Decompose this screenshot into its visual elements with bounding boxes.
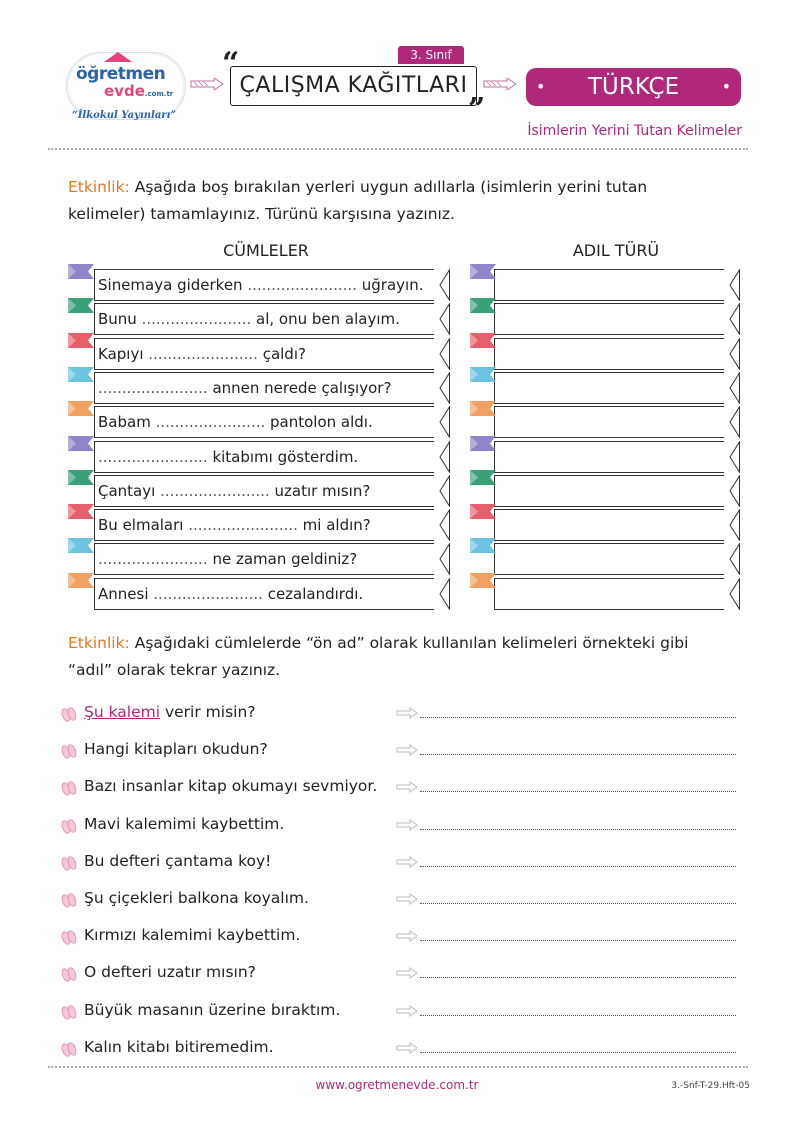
pennant-flag-icon [68, 367, 94, 382]
pennant-flag-icon [470, 538, 496, 553]
footer-url[interactable]: www.ogretmenevde.com.tr [315, 1078, 479, 1092]
pink-slippers-icon [60, 779, 78, 797]
pennant-flag-icon [68, 436, 94, 451]
ribbon-notch-icon [434, 406, 450, 438]
ribbon-notch-icon [434, 578, 450, 610]
house-roof-icon [104, 52, 132, 62]
divider [48, 1066, 748, 1068]
blank-dots[interactable]: ....................... [98, 550, 208, 569]
answer-cell[interactable] [494, 303, 740, 335]
sentence-row [0, 268, 794, 301]
logo-domain: .com.tr [144, 90, 174, 98]
activity-label: Etkinlik: [68, 634, 130, 652]
sentence-after: uzatır mısın? [269, 481, 371, 500]
exercise-item [60, 852, 740, 876]
subject-label: TÜRKÇE [587, 74, 680, 100]
exercise-item [60, 963, 740, 987]
ribbon-notch-icon [724, 509, 740, 541]
answer-cell[interactable] [494, 338, 740, 370]
exercise-item [60, 740, 740, 764]
sentence-after: pantolon aldı. [265, 413, 373, 432]
answer-line[interactable] [420, 866, 736, 867]
ribbon-notch-icon [724, 441, 740, 473]
pennant-flag-icon [68, 504, 94, 519]
logo-tagline: “İlkokul Yayınları” [72, 110, 177, 121]
arrow-right-icon [483, 78, 517, 90]
pink-slippers-icon [60, 891, 78, 909]
pennant-flag-icon [68, 298, 94, 313]
blank-dots[interactable]: ....................... [242, 276, 357, 294]
sentence-after: annen nerede çalışıyor? [207, 378, 392, 397]
exercise-item [60, 1001, 740, 1025]
ribbon-notch-icon [434, 475, 450, 507]
answer-line[interactable] [420, 1052, 736, 1053]
sentence-text: Kalın kitabı bitiremedim. [84, 1037, 274, 1056]
sentence-text [98, 270, 423, 300]
answer-cell[interactable] [494, 578, 740, 610]
answer-line[interactable] [420, 717, 736, 718]
sentence-text: Büyük masanın üzerine bıraktım. [84, 1000, 341, 1019]
sentence-text: Şu çiçekleri balkona koyalım. [84, 889, 309, 907]
pink-slippers-icon [60, 817, 78, 835]
sentence-after: mi aldın? [297, 516, 371, 535]
arrow-right-icon [190, 78, 224, 90]
answer-cell[interactable] [494, 269, 740, 301]
blank-dots[interactable]: ....................... [143, 344, 258, 363]
ribbon-notch-icon [724, 269, 740, 301]
answer-cell[interactable] [494, 543, 740, 575]
ribbon-notch-icon [434, 338, 450, 370]
pink-slippers-icon [60, 705, 78, 723]
sentence-text [98, 373, 391, 403]
activity2-instruction [68, 630, 718, 684]
ribbon-notch-icon [434, 372, 450, 404]
pink-slippers-icon [60, 928, 78, 946]
answer-line[interactable] [420, 829, 736, 830]
answer-line[interactable] [420, 1015, 736, 1016]
example-underlined: Şu kalemi [84, 703, 161, 721]
exercise-item [60, 1038, 740, 1062]
answer-line[interactable] [420, 903, 736, 904]
activity-label: Etkinlik: [68, 178, 130, 196]
sentence-after: çaldı? [257, 344, 306, 363]
sentence-text [98, 407, 373, 437]
ribbon-notch-icon [724, 303, 740, 335]
exercise-item [60, 926, 740, 950]
answer-line[interactable] [420, 977, 736, 978]
answer-cell[interactable] [494, 372, 740, 404]
sentence-row [0, 440, 794, 473]
sentence-after: al, onu ben alayım. [251, 310, 400, 329]
arrow-right-icon [396, 707, 418, 719]
exercise-sentence [84, 926, 300, 944]
answer-cell[interactable] [494, 441, 740, 473]
subject-badge [526, 68, 741, 106]
pennant-flag-icon [68, 264, 94, 279]
activity-text: Aşağıda boş bırakılan yerleri uygun adıllarla (isimlerin yerini tutan kelimeler) tamamlayınız. Türünü karşısına yazınız. [68, 178, 648, 223]
sentence-text: Bazı insanlar kitap okumayı sevmiyor. [84, 777, 378, 796]
logo-text-ogretmen: öğretmen [76, 64, 166, 84]
exercise-sentence [84, 703, 256, 721]
sentence-before: Kapıyı [98, 344, 144, 363]
arrow-right-icon [396, 744, 418, 756]
arrow-right-icon [396, 893, 418, 905]
pennant-flag-icon [68, 470, 94, 485]
open-quote-icon: “ [222, 46, 240, 81]
exercise-item [60, 703, 740, 727]
answer-line[interactable] [420, 754, 736, 755]
ribbon-notch-icon [724, 406, 740, 438]
arrow-right-icon [396, 819, 418, 831]
blank-dots[interactable]: ....................... [98, 378, 208, 397]
ribbon-notch-icon [724, 475, 740, 507]
sentence-row [0, 371, 794, 404]
exercise-sentence [84, 1038, 274, 1056]
pink-slippers-icon [60, 1040, 78, 1058]
sentence-text [98, 442, 358, 472]
sentence-before: Babam [98, 413, 151, 432]
blank-dots[interactable]: ....................... [150, 413, 266, 432]
sentence-row [0, 508, 794, 541]
topic-title: İsimlerin Yerini Tutan Kelimeler [527, 123, 742, 139]
exercise-sentence [84, 1001, 340, 1019]
pennant-flag-icon [470, 573, 496, 588]
ribbon-notch-icon [434, 441, 450, 473]
ribbon-notch-icon [434, 269, 450, 301]
sentence-row [0, 577, 794, 610]
pink-slippers-icon [60, 965, 78, 983]
pennant-flag-icon [470, 333, 496, 348]
exercise-sentence [84, 889, 309, 907]
ribbon-notch-icon [724, 338, 740, 370]
sentence-after: uğrayın. [357, 276, 424, 294]
blank-dots[interactable]: ....................... [98, 447, 208, 466]
exercise-sentence [84, 740, 268, 758]
sentence-text: Mavi kalemimi kaybettim. [84, 814, 285, 833]
blank-dots[interactable]: ....................... [183, 516, 298, 535]
sentence-text [98, 510, 371, 540]
pennant-flag-icon [68, 333, 94, 348]
activity-text: Aşağıdaki cümlelerde “ön ad” olarak kullanılan kelimeleri örnekteki gibi “adıl” olarak tekrar yazınız. [68, 634, 689, 679]
ribbon-notch-icon [724, 543, 740, 575]
logo-text-evde [104, 82, 173, 100]
exercise-item [60, 889, 740, 913]
sentence-text: Hangi kitapları okudun? [84, 740, 268, 759]
ribbon-notch-icon [724, 372, 740, 404]
answer-line[interactable] [420, 940, 736, 941]
sentence-text [98, 339, 306, 369]
sentence-row [0, 337, 794, 370]
pennant-flag-icon [470, 367, 496, 382]
exercise-sentence [84, 815, 284, 833]
sentence-text [98, 304, 400, 334]
arrow-right-icon [396, 856, 418, 868]
pennant-flag-icon [68, 573, 94, 588]
ribbon-notch-icon [724, 578, 740, 610]
bullet-icon: • [721, 77, 731, 96]
exercise-sentence [84, 777, 377, 795]
pennant-flag-icon [68, 401, 94, 416]
ribbon-notch-icon [434, 543, 450, 575]
close-quote-icon: ” [468, 92, 486, 127]
pennant-flag-icon [470, 298, 496, 313]
page-title: ÇALIŞMA KAĞITLARI [230, 66, 477, 106]
sentence-text: Kırmızı kalemimi kaybettim. [84, 926, 301, 945]
arrow-right-icon [396, 967, 418, 979]
bullet-icon: • [536, 77, 546, 96]
sentence-before: Bunu [98, 310, 137, 329]
sentence-text [98, 544, 357, 574]
sentence-text: Bu defteri çantama koy! [84, 851, 272, 870]
exercise-item [60, 777, 740, 801]
pennant-flag-icon [470, 504, 496, 519]
sentence-text: O defteri uzatır mısın? [84, 963, 256, 982]
logo [62, 38, 192, 130]
blank-dots[interactable]: ....................... [148, 584, 263, 603]
pennant-flag-icon [470, 401, 496, 416]
exercise-sentence [84, 963, 256, 981]
answer-cell[interactable] [494, 406, 740, 438]
sentence-before: Çantayı [98, 481, 156, 500]
logo-evde: evde [104, 82, 145, 100]
pennant-flag-icon [470, 264, 496, 279]
pennant-flag-icon [470, 470, 496, 485]
arrow-right-icon [396, 781, 418, 793]
column-header-sentences: CÜMLELER [223, 241, 309, 260]
arrow-right-icon [396, 930, 418, 942]
column-header-type: ADIL TÜRÜ [572, 241, 660, 260]
sentence-after: ne zaman geldiniz? [207, 550, 358, 569]
pink-slippers-icon [60, 854, 78, 872]
footer-code: 3.-Snf-T-29.Hft-05 [671, 1081, 750, 1091]
grade-tab: 3. Sınıf [398, 46, 464, 64]
divider [48, 148, 748, 150]
answer-line[interactable] [420, 791, 736, 792]
arrow-right-icon [396, 1005, 418, 1017]
sentence-row [0, 302, 794, 335]
sentence-before: Sinemaya giderken [98, 276, 243, 294]
ribbon-notch-icon [434, 303, 450, 335]
pink-slippers-icon [60, 1003, 78, 1021]
activity1-instruction [68, 174, 718, 228]
pink-slippers-icon [60, 742, 78, 760]
blank-dots[interactable]: ....................... [155, 481, 270, 500]
exercise-item [60, 815, 740, 839]
answer-cell[interactable] [494, 509, 740, 541]
sentence-text [98, 579, 363, 609]
sentence-row [0, 474, 794, 507]
sentence-before: Bu elmaları [98, 516, 184, 535]
sentence-after: kitabımı gösterdim. [207, 447, 359, 466]
pennant-flag-icon [470, 436, 496, 451]
sentence-text [98, 476, 370, 506]
blank-dots[interactable]: ....................... [136, 310, 252, 329]
sentence-row [0, 405, 794, 438]
arrow-right-icon [396, 1042, 418, 1054]
sentence-text: verir misin? [160, 703, 256, 721]
pennant-flag-icon [68, 538, 94, 553]
answer-cell[interactable] [494, 475, 740, 507]
ribbon-notch-icon [434, 509, 450, 541]
sentence-before: Annesi [98, 584, 149, 603]
sentence-row [0, 542, 794, 575]
exercise-sentence [84, 852, 271, 870]
sentence-after: cezalandırdı. [262, 584, 364, 603]
